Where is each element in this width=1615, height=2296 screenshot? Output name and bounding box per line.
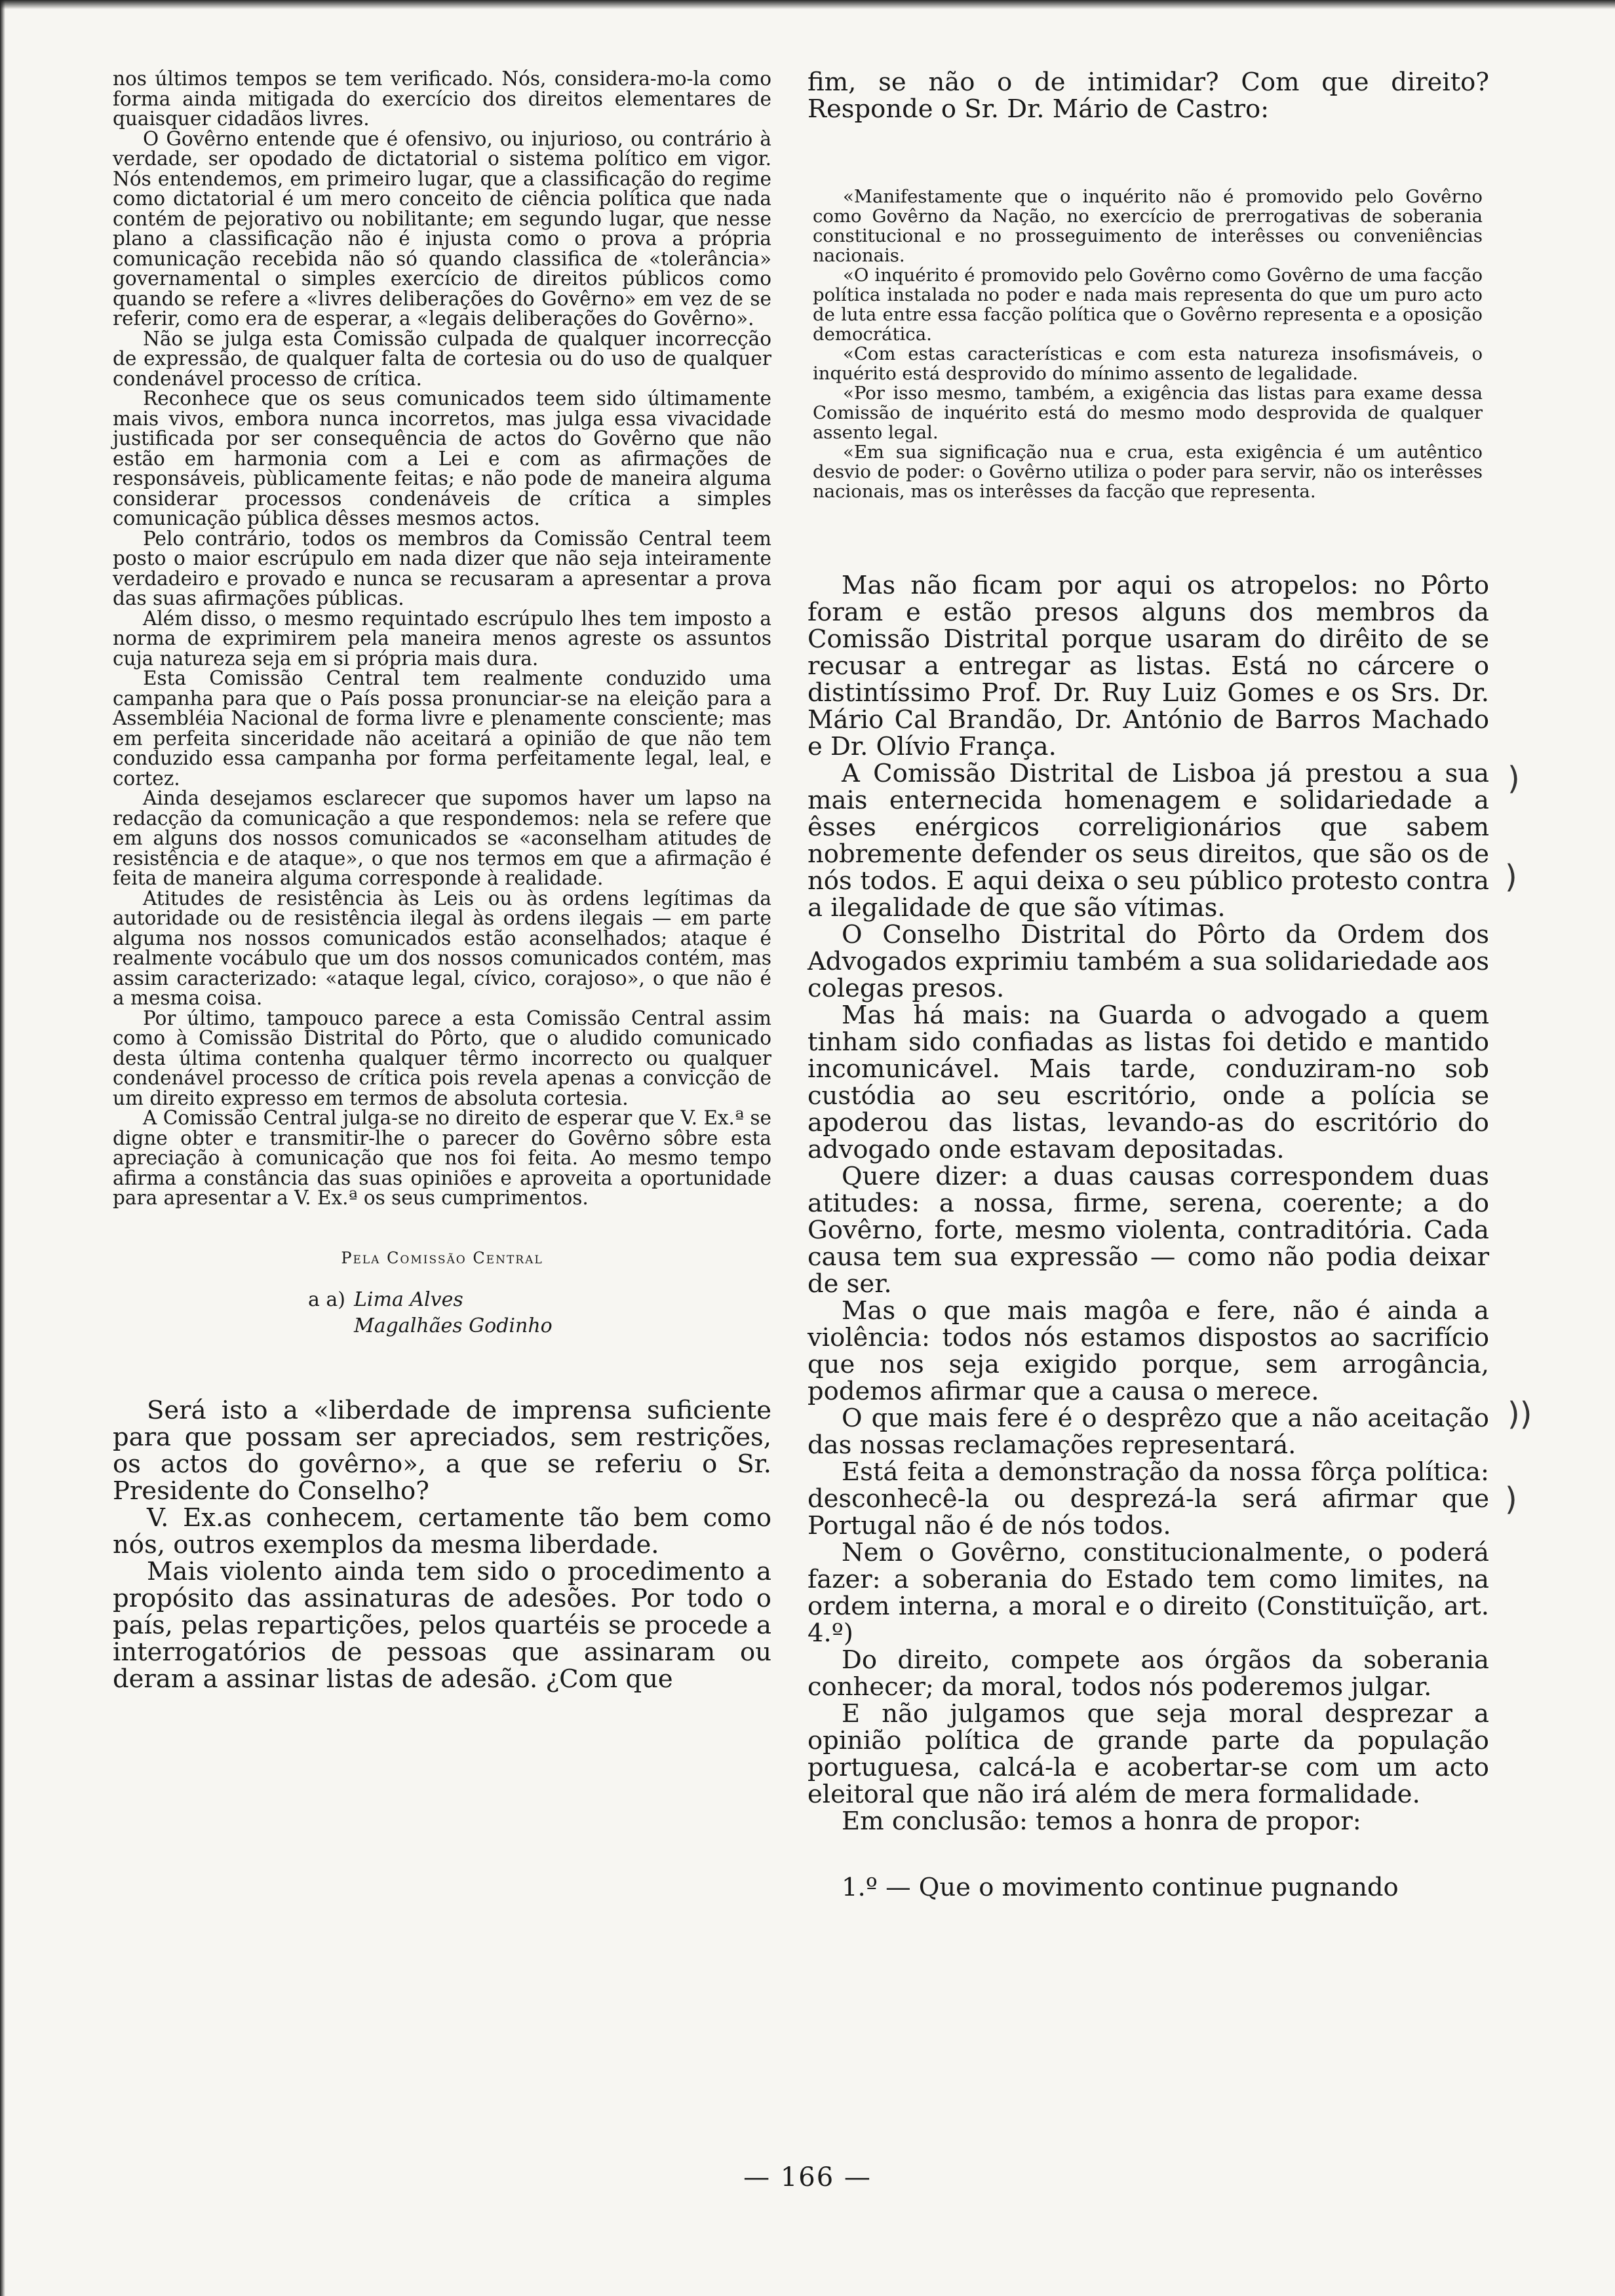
- signature-title: Pela Comissão Central: [341, 1248, 543, 1267]
- body-paragraph: Está feita a demonstração da nossa fôrça política: desconhecê-la ou desprezá-la será afirmar que Portugal não é de nós todos.: [808, 1457, 1489, 1540]
- signer-name: Lima Alves: [354, 1288, 463, 1311]
- letter-paragraph: A Comissão Central julga-se no direito de esperar que V. Ex.ª se digne obter e transmitir-lhe o parecer do Govêrno sôbre esta apreciação à comunicação que nos foi feita. Ao mesmo tempo afirma a constância das suas opiniões e aproveita a oportunidade para apresentar a V. Ex.ª os seus cumprimentos.: [113, 1107, 771, 1209]
- right-main-text: [808, 572, 1489, 1901]
- quoted-statement: [808, 187, 1489, 501]
- body-paragraph: Mais violento ainda tem sido o procedimento a propósito das assinaturas de adesões. Por todo o país, pelas repartições, pelos quartéis se procede a interrogatórios de pessoas que assinaram ou deram a assinar listas de adesão. ¿Com que: [113, 1556, 771, 1694]
- body-paragraph: O que mais fere é o desprêzo que a não aceitação das nossas reclamações representará.: [808, 1404, 1489, 1460]
- body-paragraph: Nem o Govêrno, constitucionalmente, o poderá fazer: a soberania do Estado tem como limites, na ordem interna, a moral e o direito (Constituïção, art. 4.º): [808, 1538, 1489, 1648]
- letter-paragraph: Atitudes de resistência às Leis ou às ordens legítimas da autoridade ou de resistência ilegal às ordens ilegais — em parte alguma nos nossos comunicados estão aconselhados; ataque é realmente vocábulo que um dos nossos comunicados contém, mas assim caracterizado: «ataque legal, cívico, corajoso», o que não é a mesma coisa.: [113, 887, 771, 1009]
- body-paragraph: Mas há mais: na Guarda o advogado a quem tinham sido confiadas as listas foi detido e mantido incomunicável. Mais tarde, conduziram-no sob custódia ao seu escritório, onde a polícia se apoderou das listas, levando-as do escritório do advogado onde estavam depositadas.: [808, 1001, 1489, 1164]
- body-paragraph: 1.º — Que o movimento continue pugnando: [842, 1873, 1399, 1902]
- letter-paragraph: nos últimos tempos se tem verificado. Nós, considera-mo-la como forma ainda mitigada do exercício dos direitos elementares de quaisquer cidadãos livres.: [113, 67, 771, 130]
- commission-letter: [113, 69, 771, 1208]
- quote-paragraph: «Com estas características e com esta natureza insofismáveis, o inquérito está desprovido do mínimo assento de legalidade.: [813, 343, 1483, 384]
- right-intro: [808, 69, 1489, 123]
- body-paragraph: Mas o que mais magôa e fere, não é ainda a violência: todos nós estamos dispostos ao sacrifício que nos seja exigido porque, sem arrogância, podemos afirmar que a causa o merece.: [808, 1296, 1489, 1406]
- margin-pencil-mark: ): [1505, 858, 1517, 895]
- body-paragraph: Será isto a «liberdade de imprensa suficiente para que possam ser apreciados, sem restrições, os actos do govêrno», a que se referiu o Sr. Presidente do Conselho?: [113, 1395, 771, 1506]
- letter-paragraph: Não se julga esta Comissão culpada de qualquer incorrecção de expressão, de qualquer falta de cortesia ou do uso de qualquer condenável processo de crítica.: [113, 327, 771, 390]
- body-paragraph: Do direito, compete aos órgãos da soberania conhecer; da moral, todos nós poderemos julgar.: [808, 1645, 1489, 1702]
- page-left-shadow: [0, 0, 5, 2296]
- letter-paragraph: Esta Comissão Central tem realmente conduzido uma campanha para que o País possa pronunciar-se na eleição para a Assembléia Nacional de forma livre e plenamente consciente; mas em perfeita sinceridade não aceitará a opinião de que não tem conduzido essa campanha por forma perfeitamente legal, leal, e cortez.: [113, 667, 771, 790]
- signers: [113, 1287, 771, 1339]
- letter-paragraph: Por último, tampouco parece a esta Comissão Central assim como à Comissão Distrital do Pôrto, que o aludido comunicado desta última contenha qualquer têrmo incorrecto ou qualquer condenável processo de crítica pois revela apenas a convicção de um direito expresso em termos de absoluta cortesia.: [113, 1006, 771, 1109]
- body-paragraph: Em conclusão: temos a honra de propor:: [842, 1807, 1361, 1836]
- quote-paragraph: «O inquérito é promovido pelo Govêrno como Govêrno de uma facção política instalada no poder e nada mais representa do que um puro acto de luta entre essa facção política que o Govêrno representa e a oposição democrática.: [813, 265, 1483, 345]
- right-column: [808, 69, 1489, 1901]
- signer-name: Magalhães Godinho: [354, 1314, 553, 1337]
- quote-paragraph: «Manifestamente que o inquérito não é promovido pelo Govêrno como Govêrno da Nação, no exercício de prerrogativas de soberania constitucional e no prosseguimento de interêsses ou conveniências nacionais.: [813, 186, 1483, 266]
- quote-paragraph: «Em sua significação nua e crua, esta exigência é um autêntico desvio de poder: o Govêrno utiliza o poder para servir, não os interêsses nacionais, mas os interêsses da facção que representa.: [813, 442, 1483, 502]
- left-main-text: [113, 1397, 771, 1693]
- body-paragraph: V. Ex.as conhecem, certamente tão bem como nós, outros exemplos da mesma liberdade.: [113, 1502, 771, 1559]
- body-paragraph: Quere dizer: a duas causas correspondem duas atitudes: a nossa, firme, serena, coerente; a do Govêrno, forte, mesmo violenta, contraditória. Cada causa tem sua expressão — como não podia deixar de ser.: [808, 1162, 1489, 1299]
- body-paragraph: E não julgamos que seja moral desprezar a opinião política de grande parte da população portuguesa, calcá-la e acobertar-se com um acto eleitoral que não irá além de mera formalidade.: [808, 1699, 1489, 1809]
- page-number: — 166 —: [743, 2162, 872, 2192]
- signature-block: [113, 1249, 771, 1267]
- margin-pencil-mark: ): [1508, 760, 1520, 797]
- intro-paragraph: fim, se não o de intimidar? Com que direito? Responde o Sr. Dr. Mário de Castro:: [808, 67, 1489, 124]
- letter-paragraph: O Govêrno entende que é ofensivo, ou injurioso, ou contrário à verdade, ser opodado de dictatorial o sistema político em vigor. Nós entendemos, em primeiro lugar, que a classificação do regime como dictatorial é um mero conceito de ciência política que nada contém de pejorativo ou nobilitante; em segundo lugar, que nesse plano a classificação não é injusta como o prova a própria comunicação recebida não só quando classifica de «tolerância» governamental o simples exercício de direitos públicos como quando se refere a «livres deliberações do Govêrno» em vez de se referir, como era de esperar, a «legais deliberações do Govêrno».: [113, 127, 771, 330]
- body-paragraph: A Comissão Distrital de Lisboa já prestou a sua mais enternecida homenagem e solidariedade a êsses enérgicos correligionários que sabem nobremente defender os seus direitos, que são os de nós todos. E aqui deixa o seu público protesto contra a ilegalidade de que são vítimas.: [808, 759, 1489, 923]
- letter-paragraph: Pelo contrário, todos os membros da Comissão Central teem posto o maior escrúpulo em nada dizer que não seja inteiramente verdadeiro e provado e nunca se recusaram a apresentar a prova das suas afirmações públicas.: [113, 527, 771, 609]
- margin-pencil-mark: )): [1508, 1396, 1532, 1432]
- letter-paragraph: Além disso, o mesmo requintado escrúpulo lhes tem imposto a norma de exprimirem pela maneira menos agreste os assuntos cuja natureza seja em si própria mais dura.: [113, 607, 771, 670]
- body-paragraph: O Conselho Distrital do Pôrto da Ordem dos Advogados exprimiu também a sua solidariedade aos colegas presos.: [808, 920, 1489, 1003]
- body-paragraph: Mas não ficam por aqui os atropelos: no Pôrto foram e estão presos alguns dos membros da Comissão Distrital porque usaram do dirêito de se recusar a entregar as listas. Está no cárcere o distintíssimo Prof. Dr. Ruy Luiz Gomes e os Srs. Dr. Mário Cal Brandão, Dr. António de Barros Machado e Dr. Olívio França.: [808, 571, 1489, 761]
- page-top-shadow: [0, 0, 1615, 9]
- letter-paragraph: Ainda desejamos esclarecer que supomos haver um lapso na redacção da comunicação a que respondemos: nela se refere que em alguns dos nossos comunicados se «aconselham atitudes de resistência e de ataque», o que nos termos em que a afirmação é feita de maneira alguma corresponde à realidade.: [113, 787, 771, 889]
- letter-paragraph: Reconhece que os seus comunicados teem sido últimamente mais vivos, embora nunca incorretos, mas julga essa vivacidade justificada por ser consequência de actos do Govêrno que não estão em harmonia com a Lei e com as afirmações de responsáveis, pùblicamente feitas; e não pode de maneira alguma considerar processos condenáveis de crítica a simples comunicação pública dêsses mesmos actos.: [113, 387, 771, 529]
- signature-prefix: a a): [308, 1288, 346, 1311]
- left-column: [113, 69, 771, 1693]
- quote-paragraph: «Por isso mesmo, também, a exigência das listas para exame dessa Comissão de inquérito está do mesmo modo desprovida de qualquer assento legal.: [813, 383, 1483, 443]
- margin-pencil-mark: ): [1505, 1481, 1517, 1518]
